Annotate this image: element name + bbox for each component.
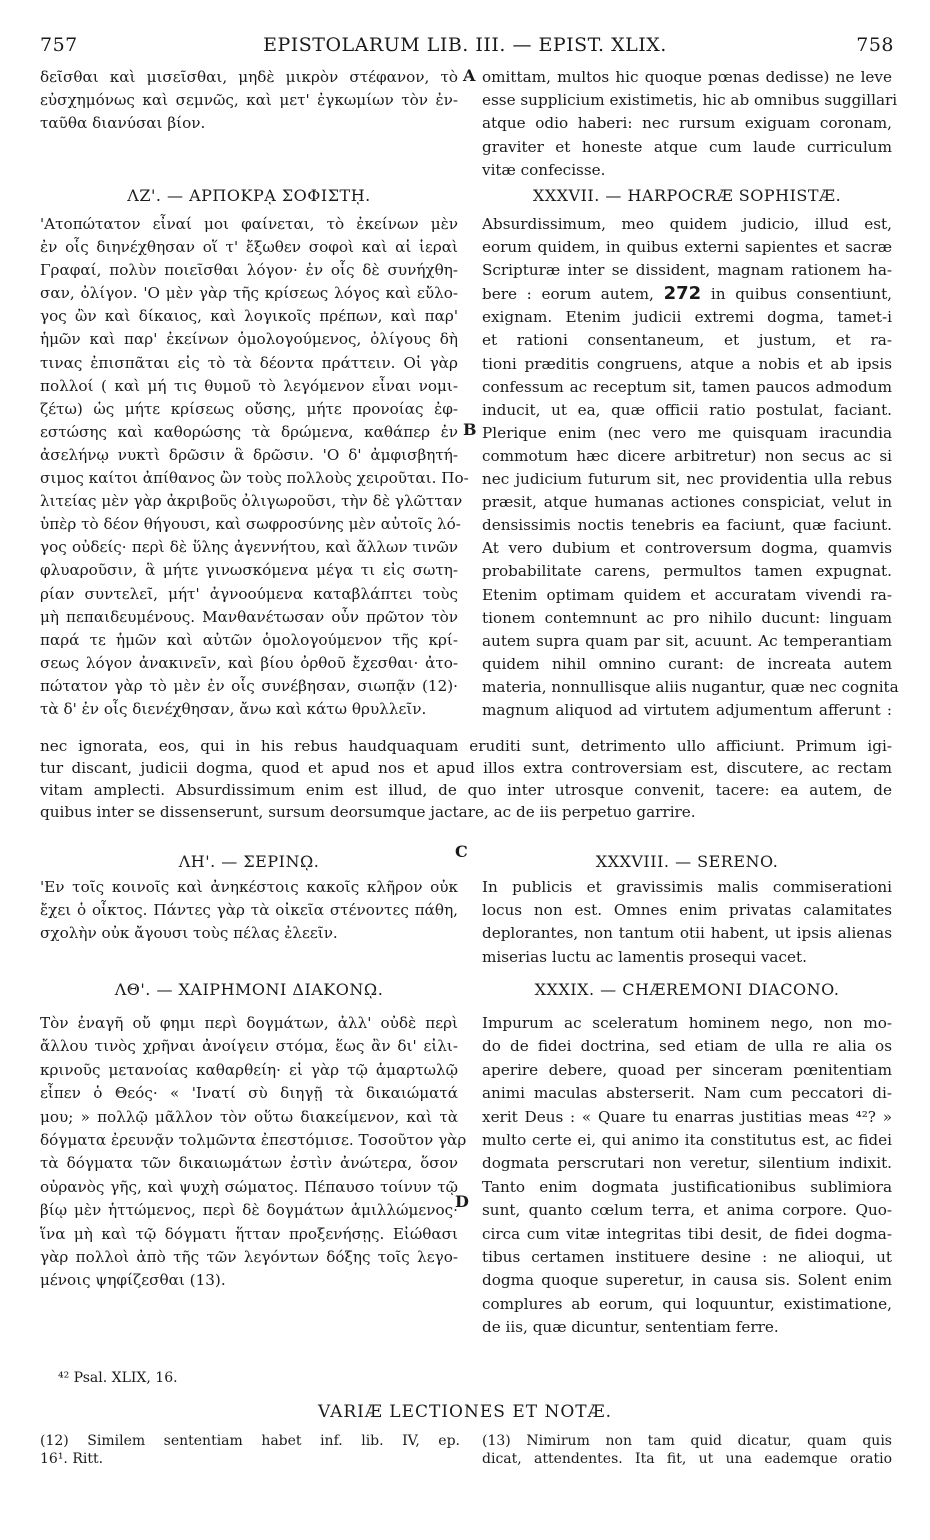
text-line: graviter et honeste atque cum laude curriculum: [482, 137, 892, 156]
text-line: τὰ δ' ἐν οἷς διενέχθησαν, ἄνω καὶ κάτω θρυλλεῖν.: [40, 699, 427, 718]
text-line: Etenim optimam quidem et accuratam vivendi ra-: [482, 585, 892, 604]
text-line: Γραφαί, πολὺν ποιεῖσθαι λόγον· ἐν οἷς δὲ συνήχθη-: [40, 261, 458, 280]
text-line: sunt, quanto cœlum terra, et anima corpore. Quo-: [482, 1201, 892, 1220]
text-line: Tanto enim dogmata justificationibus sublimiora: [482, 1177, 892, 1196]
greek-epistle-39: [40, 1012, 467, 1293]
text-line: circa cum vitæ integritas tibi desit, de fidei dogma-: [482, 1224, 892, 1243]
page-marker-272: 272: [663, 283, 702, 305]
text-line: esse supplicium existimetis, hic ab omnibus suggillari: [482, 91, 898, 110]
text-line: eorum quidem, in quibus externi sapientes et sacræ: [482, 238, 892, 257]
text-line: dogma quoque superetur, in causa sis. Solent enim: [482, 1271, 892, 1290]
text-line: tionem contemnunt ac pro nihilo ducunt: linguam: [482, 608, 892, 627]
latin-heading-37: XXXVII. — HARPOCRÆ SOPHISTÆ.: [532, 186, 842, 205]
text-line-with-page-marker: [482, 282, 892, 306]
note-12: [40, 1432, 460, 1468]
text-line: κρινοῦς μετανοίας καθαρθείη· εἰ γὰρ τῷ ἁμαρτωλῷ: [40, 1060, 458, 1079]
latin-epistle-39: [482, 1012, 892, 1340]
text-line: Impurum ac sceleratum hominem nego, non mo-: [482, 1014, 892, 1032]
text-line: dogmata perscrutari non veretur, silentium indixit.: [482, 1154, 892, 1173]
text-line: xerit Deus : « Quare tu enarras justitias meas ⁴²? »: [482, 1107, 892, 1126]
text-line: βίῳ μὲν ἡττώμενος, περὶ δὲ δογμάτων ἁμιλλώμενος·: [40, 1201, 458, 1220]
text-line: do de fidei doctrina, sed etiam de ulla re alia os: [482, 1037, 892, 1056]
text-line: μὴ πεπαιδευμένους. Μανθανέτωσαν οὖν πρῶτον τὸν: [40, 607, 458, 626]
text-line: 'Ατοπώτατον εἶναί μοι φαίνεται, τὸ ἐκείνων μὲν: [40, 215, 458, 233]
margin-letter-b: B: [463, 420, 477, 439]
text-line: tibus certamen instituere desine : ne alioqui, ut: [482, 1248, 892, 1267]
text-line: ἔχει ὁ οἶκτος. Πάντες γὰρ τὰ οἰκεῖα στένοντες πάθη,: [40, 901, 458, 920]
text-line: vitam amplecti. Absurdissimum enim est illud, de quo inter utrosque convenit, tacere: ea autem, de: [40, 781, 892, 799]
text-line: εστώσης καὶ καθορώσης τὰ δρώμενα, καθάπερ ἐν: [40, 422, 458, 441]
text-line: ἐν οἷς διηνέχθησαν οἵ τ' ἔξωθεν σοφοὶ καὶ αἱ ἱεραὶ: [40, 238, 458, 257]
text-line: miserias luctu ac lamentis prosequi vacet.: [482, 947, 807, 966]
text-line: ὑπὲρ τὸ δέον θήγουσι, καὶ σωφροσύνης μὲν αὐτοῖς λό-: [40, 515, 461, 534]
greek-epistle-38: [40, 876, 458, 946]
text-line: ἵνα μὴ καὶ τῷ δόγματι ἥτταν προξενήσῃς. Εἰώθασι: [40, 1224, 458, 1243]
text-line: multo certe ei, qui animo ita constitutus est, ac fidei: [482, 1131, 892, 1150]
greek-heading-37: ΛΖ'. — ΑΡΠΟΚΡᾼ ΣΟΦΙΣΤῌ.: [127, 186, 371, 205]
text-line: Scripturæ inter se dissident, magnam rationem ha-: [482, 261, 892, 280]
latin-full-width-continuation: [40, 735, 892, 823]
text-line: de iis, quæ dicuntur, sententiam ferre.: [482, 1318, 779, 1337]
text-line: commotum hæc dicere arbitretur) non secus ac si: [482, 446, 892, 465]
text-line: nec judicium futurum sit, nec providentia ulla rebus: [482, 470, 892, 489]
text-line: probabilitate carens, permultos tamen expugnat.: [482, 562, 892, 581]
text-line: locus non est. Omnes enim privatas calamitates: [482, 901, 892, 920]
footnote-psalm: ⁴² Psal. XLIX, 16.: [58, 1370, 178, 1386]
text-line: ἡμῶν καὶ παρ' ἐκείνων ὁμολογούμενος, ὀλίγους δὴ: [40, 330, 458, 349]
text-line: σχολὴν οὐκ ἄγουσι τοὺς πέλας ἐλεεῖν.: [40, 924, 338, 943]
running-title: EPISTOLARUM LIB. III. — EPIST. XLIX.: [263, 34, 667, 56]
text-line: πολλοί ( καὶ μή τις θυμοῦ τὸ λεγόμενον εἶναι νομι-: [40, 376, 458, 395]
text-line: μου; » πολλῷ μᾶλλον τὸν οὕτω διακείμενον, καὶ τὰ: [40, 1107, 458, 1126]
text-line: ρίαν συντελεῖ, μήτ' ἀγνοούμενα καταβλάπτει τοὺς: [40, 584, 458, 603]
page-number-left: 757: [40, 34, 78, 56]
latin-intro: [482, 66, 898, 182]
text-line: σιμος καίτοι ἀπίθανος ὢν τοὺς πολλοὺς χειροῦται. Πο-: [40, 469, 469, 488]
text-line: τινας ἐπισπᾶται εἰς τὸ τὰ δέοντα πράττειν. Οἱ γὰρ: [40, 353, 458, 372]
text-line: ταῦθα διανύσαι βίον.: [40, 114, 206, 133]
text-line: (12) Similem sententiam habet inf. lib. IV, ep.: [40, 1433, 460, 1449]
text-line: exignam. Etenim judicii extremi dogma, tamet-i: [482, 308, 892, 327]
greek-epistle-37: [40, 213, 469, 721]
latin-epistle-38: [482, 876, 892, 969]
text-line: inducit, ut ea, quæ officii ratio postulat, faciant.: [482, 400, 892, 419]
text-line: 16¹. Ritt.: [40, 1451, 104, 1467]
text-line: δόγματα ἐρευνᾷν τολμῶντα ἐπεστόμισε. Τοσοῦτον γὰρ: [40, 1131, 467, 1150]
text-line: autem supra quam par sit, acuunt. Ac temperantiam: [482, 631, 892, 650]
greek-heading-38: ΛΗ'. — ΣΕΡΙΝῼ.: [178, 852, 320, 871]
text-line: ἄλλου τινὸς χρῆναι ἀνοίγειν στόμα, ἕως ἂν δι' εἰλι-: [40, 1037, 458, 1056]
text-line: εὐσχημόνως καὶ σεμνῶς, καὶ μετ' ἐγκωμίων τὸν ἐν-: [40, 91, 458, 110]
text-line: γος οὐδείς· περὶ δὲ ὕλης ἀγεννήτου, καὶ ἄλλων τινῶν: [40, 538, 458, 557]
text-line: γὰρ πολλοὶ ἀπὸ τῆς τῶν λεγόντων δόξης τοῖς λεγο-: [40, 1248, 458, 1267]
text-line: At vero dubium et controversum dogma, quamvis: [482, 539, 892, 558]
text-line: tur discant, judicii dogma, quod et apud nos et apud illos extra controversiam est, discutere, ac rectam: [40, 759, 892, 777]
text-line: Plerique enim (nec vero me quisquam iracundia: [482, 423, 892, 442]
text-line: quibus inter se dissenserunt, sursum deorsumque jactare, ac de iis perpetuo garrire.: [40, 803, 696, 821]
text-line: εἶπεν ὁ Θεός· « 'Ινατί σὺ διηγῇ τὰ δικαιώματά: [40, 1084, 458, 1103]
text-line: παρά τε ἡμῶν καὶ αὐτῶν ὁμολογούμενον τῆς κρί-: [40, 630, 458, 649]
text-line: τὰ δόγματα τῶν δικαιωμάτων ἐστὶν ἀνώτερα, ὅσον: [40, 1154, 458, 1173]
text-line: nec ignorata, eos, qui in his rebus haudquaquam eruditi sunt, detrimento ullo afficiunt. Primum igi-: [40, 737, 892, 755]
text-line: animi maculas absterserit. Nam cum peccatori di-: [482, 1084, 892, 1103]
text-line: οὐρανὸς γῆς, καὶ ψυχὴ σώματος. Πέπαυσο τοίνυν τῷ: [40, 1177, 458, 1196]
text-line: aperire debere, quoad per sinceram pœnitentiam: [482, 1060, 892, 1079]
text-line: ἀσελήνῳ νυκτὶ δρῶσιν ἃ δρῶσιν. 'Ο δ' ἀμφισβητή-: [40, 445, 458, 464]
latin-heading-38: XXXVIII. — SERENO.: [595, 852, 779, 871]
text-line: dicat, attendentes. Ita fit, ut una eademque oratio: [482, 1451, 892, 1467]
text-line: omittam, multos hic quoque pœnas dedisse) ne leve: [482, 68, 892, 86]
text-line: et rationi consentaneum, et justum, et ra-: [482, 331, 892, 350]
notes-title: VARIÆ LECTIONES ET NOTÆ.: [317, 1402, 613, 1422]
text-line: præsit, atque humanas actiones conspiciat, velut in: [482, 493, 892, 512]
text-line: λιτείας μὲν γὰρ ἀκριβοῦς ὀλιγωροῦσι, τὴν δὲ γλῶτταν: [40, 492, 463, 511]
margin-letter-c: C: [455, 842, 468, 861]
latin-heading-39: XXXIX. — CHÆREMONI DIACONO.: [534, 980, 840, 999]
margin-letter-d: D: [455, 1192, 469, 1211]
latin-epistle-37: [482, 213, 899, 722]
text-line: densissimis noctis tenebris ea faciunt, quæ faciunt.: [482, 516, 892, 535]
text-line: magnum aliquod ad virtutem adjumentum afferunt :: [482, 700, 892, 719]
text-line: μένοις ψηφίζεσθαι (13).: [40, 1271, 226, 1290]
text-line: φλυαροῦσιν, ἃ μήτε γινωσκόμενα μέγα τι εἰς σωτη-: [40, 561, 458, 580]
margin-letter-a: A: [463, 66, 476, 85]
text-line: Absurdissimum, meo quidem judicio, illud est,: [482, 215, 892, 233]
text-line: 'Εν τοῖς κοινοῖς καὶ ἀνηκέστοις κακοῖς κλῆρον οὐκ: [40, 878, 458, 896]
text-line: ζέτω) ὡς μήτε κρίσεως οὔσης, μήτε προνοίας ἐφ-: [40, 399, 458, 418]
text-line: complures ab eorum, qui loquuntur, existimatione,: [482, 1294, 892, 1313]
greek-heading-39: ΛΘ'. — ΧΑΙΡΗΜΟΝΙ ΔΙΑΚΟΝῼ.: [114, 980, 384, 999]
text-line: σαν, ὀλίγον. 'Ο μὲν γὰρ τῆς κρίσεως λόγος καὶ εὔλο-: [40, 284, 458, 303]
text-fragment: in quibus consentiunt,: [710, 285, 893, 304]
page-number-right: 758: [856, 34, 894, 56]
text-line: deplorantes, non tantum otii habent, ut ipsis alienas: [482, 924, 892, 943]
text-line: confessum ac receptum sit, tamen paucos admodum: [482, 377, 892, 396]
text-line: atque odio haberi: nec rursum exiguam coronam,: [482, 114, 892, 133]
text-line: δεῖσθαι καὶ μισεῖσθαι, μηδὲ μικρὸν στέφανον, τὸ: [40, 68, 458, 86]
note-13: [482, 1432, 892, 1468]
text-line: (13) Nimirum non tam quid dicatur, quam quis: [482, 1433, 892, 1449]
text-line: πώτατον γὰρ τὸ μὲν ἐν οἷς συνέβησαν, σιωπᾷν (12)·: [40, 676, 458, 695]
text-line: In publicis et gravissimis malis commiserationi: [482, 878, 892, 896]
text-line: materia, nonnullisque aliis nugantur, quæ nec cognita: [482, 677, 899, 696]
text-line: vitæ confecisse.: [482, 160, 606, 179]
text-fragment: bere : eorum autem,: [482, 285, 654, 304]
greek-intro: [40, 66, 458, 136]
text-line: γος ὢν καὶ δίκαιος, καὶ λογικοῖς πρέπων, καὶ παρ': [40, 307, 458, 326]
text-line: Τὸν ἐναγῆ οὔ φημι περὶ δογμάτων, ἀλλ' οὐδὲ περὶ: [40, 1014, 458, 1032]
text-line: quidem nihil omnino curant: de increata autem: [482, 654, 892, 673]
text-line: tioni præditis congruens, atque a nobis et ab ipsis: [482, 354, 892, 373]
text-line: σεως λόγον ἀνακινεῖν, καὶ βίου ὀρθοῦ ἔχεσθαι· ἀτο-: [40, 653, 458, 672]
